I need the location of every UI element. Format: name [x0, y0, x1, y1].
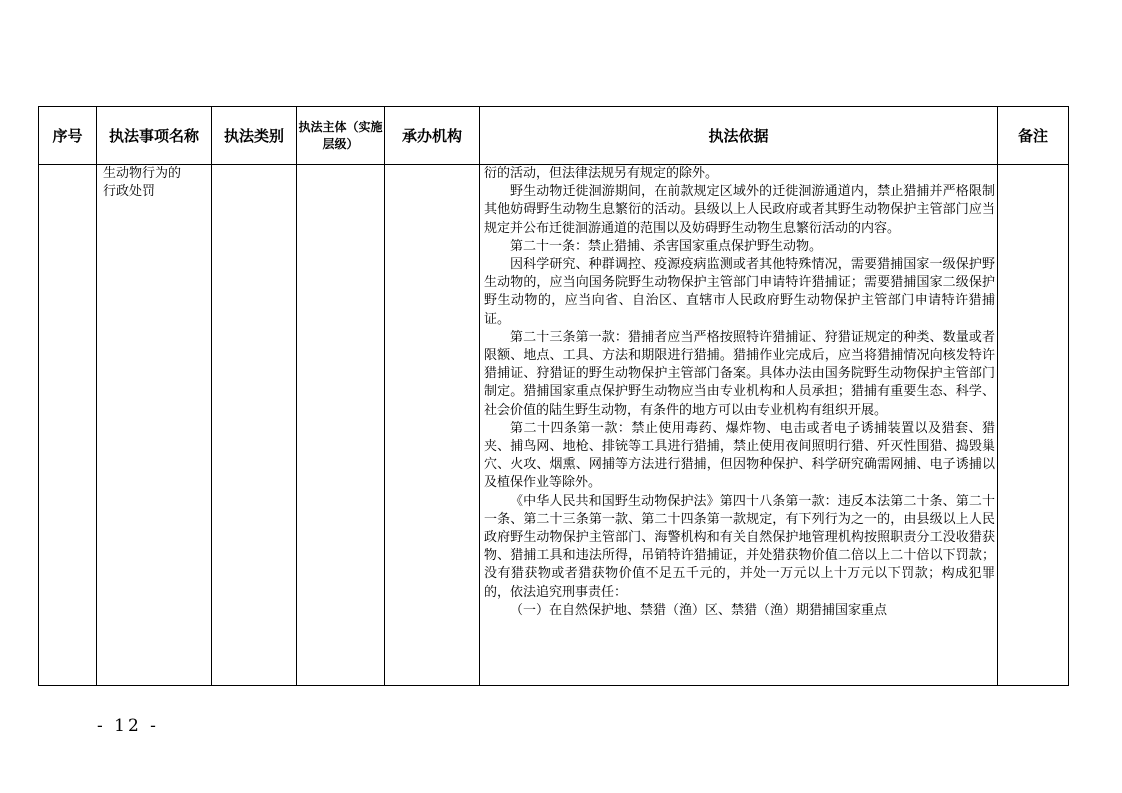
basis-text — [480, 165, 997, 620]
header-remark: 备注 — [998, 107, 1069, 165]
basis-paragraph: 《中华人民共和国野生动物保护法》第四十八条第一款：违反本法第二十条、第二十一条、第二十三条第一款、第二十四条第一款规定，有下列行为之一的，由县级以上人民政府野生动物保护主管部门、海警机构和有关自然保护地管理机构按照职责分工没收猎获物、猎捕工具和违法所得，吊销特许猎捕证，并处猎获物价值二倍以上二十倍以下罚款；没有猎获物或者猎获物价值不足五千元的，并处一万元以上十万元以下罚款；构成犯罪的，依法追究刑事责任： — [484, 493, 995, 600]
basis-paragraph: 因科学研究、种群调控、疫源疫病监测或者其他特殊情况，需要猎捕国家一级保护野生动物的，应当向国务院野生动物保护主管部门申请特许猎捕证；需要猎捕国家二级保护野生动物的，应当向省、自治区、直辖市人民政府野生动物保护主管部门申请特许猎捕证。 — [484, 257, 995, 327]
cell-subject — [297, 165, 385, 686]
header-category: 执法类别 — [212, 107, 297, 165]
table-header-row — [39, 107, 1069, 165]
cell-seq — [39, 165, 97, 686]
header-seq: 序号 — [39, 107, 97, 165]
header-agency: 承办机构 — [385, 107, 480, 165]
law-enforcement-table — [38, 106, 1069, 686]
cell-agency — [385, 165, 480, 686]
cell-basis — [480, 165, 998, 686]
header-basis: 执法依据 — [480, 107, 998, 165]
cell-item-name — [97, 165, 212, 686]
basis-paragraph: 衍的活动，但法律法规另有规定的除外。 — [484, 166, 719, 181]
basis-paragraph: 第二十一条：禁止猎捕、杀害国家重点保护野生动物。 — [510, 238, 823, 254]
item-name-text: 生动物行为的 行政处罚 — [103, 166, 182, 199]
basis-paragraph: 野生动物迁徙洄游期间，在前款规定区域外的迁徙洄游通道内，禁止猎捕并严格限制其他妨碍野生动物生息繁衍的活动。县级以上人民政府或者其野生动物保护主管部门应当规定并公布迁徙洄游通道的范围以及妨碍野生动物生息繁衍活动的内容。 — [484, 184, 995, 236]
basis-paragraph: （一）在自然保护地、禁猎（渔）区、禁猎（渔）期猎捕国家重点 — [510, 602, 888, 618]
basis-paragraph: 第二十四条第一款：禁止使用毒药、爆炸物、电击或者电子诱捕装置以及猎套、猎夹、捕鸟网、地枪、排铳等工具进行猎捕，禁止使用夜间照明行猎、歼灭性围猎、捣毁巢穴、火攻、烟熏、网捕等方法进行猎捕，但因物种保护、科学研究确需网捕、电子诱捕以及植保作业等除外。 — [484, 420, 995, 491]
page-number: - 12 - — [97, 716, 159, 736]
basis-paragraph: 第二十三条第一款：猎捕者应当严格按照特许猎捕证、狩猎证规定的种类、数量或者限额、地点、工具、方法和期限进行猎捕。猎捕作业完成后，应当将猎捕情况向核发特许猎捕证、狩猎证的野生动物保护主管部门备案。具体办法由国务院野生动物保护主管部门制定。猎捕国家重点保护野生动物应当由专业机构和人员承担；猎捕有重要生态、科学、社会价值的陆生野生动物，有条件的地方可以由专业机构有组织开展。 — [484, 329, 995, 418]
header-subject: 执法主体（实施层级） — [297, 107, 385, 165]
cell-category — [212, 165, 297, 686]
cell-remark — [998, 165, 1069, 686]
header-item-name: 执法事项名称 — [97, 107, 212, 165]
table-row — [39, 165, 1069, 686]
